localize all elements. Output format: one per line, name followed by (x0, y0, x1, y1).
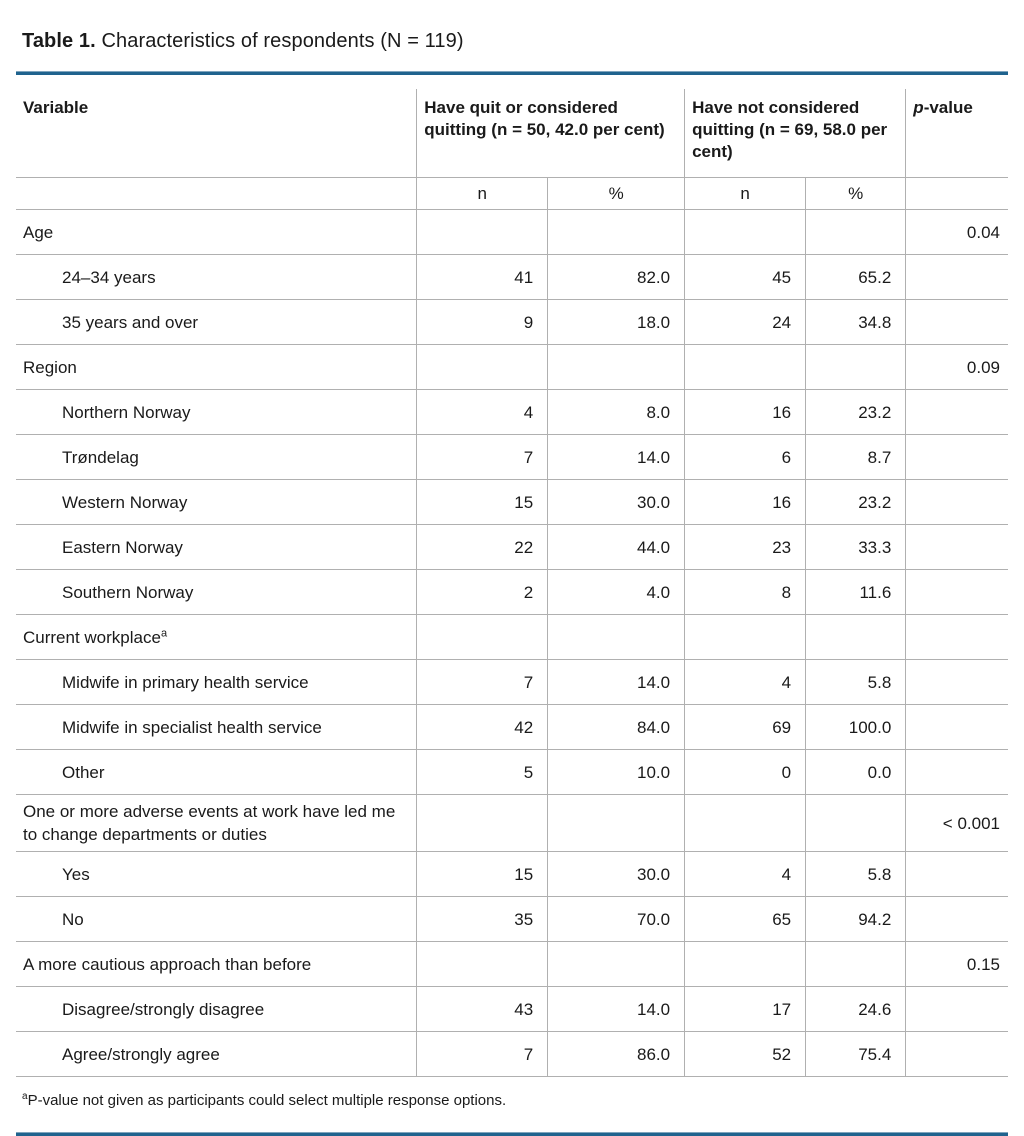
cell-pvalue (906, 750, 1008, 795)
cell-n-quit: 7 (417, 660, 548, 705)
cell-n-quit: 4 (417, 390, 548, 435)
row-label (16, 345, 417, 390)
cell-n-not-quit: 45 (685, 255, 806, 300)
cell-n-not-quit (685, 345, 806, 390)
cell-n-not-quit: 24 (685, 300, 806, 345)
cell-pct-not-quit (806, 942, 906, 987)
cell-n-not-quit: 52 (685, 1032, 806, 1077)
row-label (16, 390, 417, 435)
row-label-text: Other (62, 762, 105, 782)
cell-pvalue (906, 987, 1008, 1032)
cell-n-quit: 5 (417, 750, 548, 795)
cell-pvalue (906, 852, 1008, 897)
cell-n-not-quit: 69 (685, 705, 806, 750)
cell-pvalue (906, 570, 1008, 615)
bottom-rule (16, 1132, 1008, 1136)
table-row (16, 897, 1008, 942)
row-label (16, 570, 417, 615)
top-rule (16, 71, 1008, 75)
table-row (16, 1032, 1008, 1077)
header-group-not-quit: Have not considered quitting (n = 69, 58.0 per cent) (685, 89, 906, 178)
row-label (16, 852, 417, 897)
header-group-quit: Have quit or considered quitting (n = 50, 42.0 per cent) (417, 89, 685, 178)
cell-pct-quit: 30.0 (548, 480, 685, 525)
table-row (16, 852, 1008, 897)
header-pvalue (906, 89, 1008, 178)
subheader-pct-not-quit: % (806, 178, 906, 210)
table-head (16, 89, 1008, 210)
cell-n-not-quit: 16 (685, 390, 806, 435)
cell-pct-not-quit (806, 795, 906, 852)
cell-pvalue (906, 897, 1008, 942)
row-label-text: No (62, 909, 84, 929)
row-label (16, 1032, 417, 1077)
row-label-text: A more cautious approach than before (23, 954, 312, 974)
table-body (16, 210, 1008, 1077)
row-label-text: 35 years and over (62, 312, 199, 332)
row-label (16, 525, 417, 570)
cell-pvalue (906, 660, 1008, 705)
subheader-row (16, 178, 1008, 210)
table-row (16, 705, 1008, 750)
cell-n-not-quit: 23 (685, 525, 806, 570)
cell-pct-not-quit: 33.3 (806, 525, 906, 570)
cell-pct-quit: 30.0 (548, 852, 685, 897)
cell-n-not-quit (685, 795, 806, 852)
cell-pvalue: 0.04 (906, 210, 1008, 255)
cell-pvalue (906, 300, 1008, 345)
cell-n-quit: 42 (417, 705, 548, 750)
subheader-pvalue-blank (906, 178, 1008, 210)
table-title-text: Characteristics of respondents (N = 119) (95, 30, 464, 52)
row-label-text: Midwife in primary health service (62, 672, 309, 692)
subheader-n-quit: n (417, 178, 548, 210)
subheader-pct-quit: % (548, 178, 685, 210)
row-label (16, 897, 417, 942)
cell-n-quit: 43 (417, 987, 548, 1032)
subheader-n-not-quit: n (685, 178, 806, 210)
cell-n-not-quit: 17 (685, 987, 806, 1032)
table-row (16, 345, 1008, 390)
row-label (16, 480, 417, 525)
cell-pct-quit: 84.0 (548, 705, 685, 750)
cell-pct-not-quit: 23.2 (806, 480, 906, 525)
cell-pct-quit: 82.0 (548, 255, 685, 300)
row-label-superscript: a (160, 626, 168, 639)
cell-n-quit (417, 210, 548, 255)
row-label-text: Trøndelag (62, 447, 139, 467)
cell-n-not-quit (685, 942, 806, 987)
table-row (16, 525, 1008, 570)
cell-n-not-quit: 4 (685, 852, 806, 897)
row-label-text: Current workplace (23, 627, 161, 647)
row-label (16, 615, 417, 660)
cell-pct-quit (548, 345, 685, 390)
cell-n-not-quit (685, 210, 806, 255)
cell-n-not-quit: 16 (685, 480, 806, 525)
cell-n-quit: 7 (417, 435, 548, 480)
row-label-text: Northern Norway (62, 402, 191, 422)
cell-pct-quit: 4.0 (548, 570, 685, 615)
header-pvalue-rest: -value (923, 98, 973, 117)
table-row (16, 987, 1008, 1032)
cell-pct-not-quit (806, 615, 906, 660)
cell-n-not-quit (685, 615, 806, 660)
row-label-text: Midwife in specialist health service (62, 717, 322, 737)
table-row (16, 942, 1008, 987)
cell-pvalue (906, 480, 1008, 525)
cell-pct-quit (548, 942, 685, 987)
header-pvalue-p: p (913, 98, 924, 117)
cell-n-quit: 41 (417, 255, 548, 300)
row-label-text: One or more adverse events at work have led me to change departments or duties (23, 802, 396, 844)
cell-pct-quit: 14.0 (548, 435, 685, 480)
row-label-text: Eastern Norway (62, 537, 183, 557)
row-label-text: 24–34 years (62, 267, 156, 287)
table-row (16, 300, 1008, 345)
footnote-superscript: a (22, 1091, 28, 1102)
cell-pct-quit: 14.0 (548, 660, 685, 705)
row-label (16, 705, 417, 750)
cell-pvalue (906, 390, 1008, 435)
table-row (16, 570, 1008, 615)
cell-pvalue (906, 705, 1008, 750)
cell-n-quit: 7 (417, 1032, 548, 1077)
cell-n-quit (417, 345, 548, 390)
row-label-text: Age (23, 222, 54, 242)
cell-pct-not-quit: 100.0 (806, 705, 906, 750)
cell-n-quit (417, 942, 548, 987)
row-label (16, 210, 417, 255)
table-row (16, 615, 1008, 660)
cell-pct-not-quit: 23.2 (806, 390, 906, 435)
table-row (16, 210, 1008, 255)
cell-pct-quit (548, 615, 685, 660)
cell-n-not-quit: 4 (685, 660, 806, 705)
table-row (16, 750, 1008, 795)
cell-pct-not-quit: 94.2 (806, 897, 906, 942)
cell-pct-not-quit: 5.8 (806, 660, 906, 705)
cell-pct-not-quit (806, 210, 906, 255)
cell-n-quit: 2 (417, 570, 548, 615)
cell-pvalue (906, 435, 1008, 480)
cell-n-quit: 15 (417, 480, 548, 525)
group-header-row (16, 89, 1008, 178)
table-title-label: Table 1. (22, 30, 96, 52)
cell-pct-quit (548, 795, 685, 852)
table-row (16, 255, 1008, 300)
table-row (16, 390, 1008, 435)
cell-pvalue (906, 615, 1008, 660)
cell-pvalue: 0.15 (906, 942, 1008, 987)
cell-pct-quit: 8.0 (548, 390, 685, 435)
subheader-blank (16, 178, 417, 210)
row-label (16, 255, 417, 300)
cell-pct-quit: 70.0 (548, 897, 685, 942)
characteristics-table (16, 89, 1008, 1077)
table-row (16, 435, 1008, 480)
cell-pct-not-quit: 75.4 (806, 1032, 906, 1077)
cell-n-quit: 9 (417, 300, 548, 345)
cell-pct-quit: 44.0 (548, 525, 685, 570)
cell-n-not-quit: 8 (685, 570, 806, 615)
cell-pct-quit: 10.0 (548, 750, 685, 795)
table-row (16, 795, 1008, 852)
row-label-text: Yes (62, 864, 90, 884)
cell-n-quit (417, 615, 548, 660)
cell-pct-not-quit: 65.2 (806, 255, 906, 300)
row-label (16, 660, 417, 705)
cell-n-not-quit: 6 (685, 435, 806, 480)
row-label (16, 795, 417, 852)
cell-pct-quit: 86.0 (548, 1032, 685, 1077)
row-label (16, 942, 417, 987)
table-footnote (22, 1087, 1008, 1110)
cell-pvalue (906, 1032, 1008, 1077)
cell-pct-not-quit: 0.0 (806, 750, 906, 795)
cell-pct-not-quit (806, 345, 906, 390)
cell-n-quit (417, 795, 548, 852)
row-label-text: Region (23, 357, 77, 377)
cell-pct-not-quit: 8.7 (806, 435, 906, 480)
cell-n-quit: 15 (417, 852, 548, 897)
cell-pct-not-quit: 24.6 (806, 987, 906, 1032)
footnote-text: P-value not given as participants could select multiple response options. (27, 1092, 507, 1109)
row-label (16, 750, 417, 795)
cell-pct-not-quit: 34.8 (806, 300, 906, 345)
row-label (16, 435, 417, 480)
header-variable: Variable (16, 89, 417, 178)
cell-pvalue (906, 255, 1008, 300)
table-title (22, 30, 1008, 53)
cell-n-quit: 22 (417, 525, 548, 570)
cell-pvalue (906, 525, 1008, 570)
table-row (16, 660, 1008, 705)
cell-pct-quit (548, 210, 685, 255)
row-label-text: Western Norway (62, 492, 188, 512)
row-label-text: Southern Norway (62, 582, 194, 602)
row-label (16, 987, 417, 1032)
cell-pct-quit: 18.0 (548, 300, 685, 345)
cell-n-not-quit: 0 (685, 750, 806, 795)
cell-n-quit: 35 (417, 897, 548, 942)
row-label-text: Disagree/strongly disagree (62, 999, 265, 1019)
row-label-text: Agree/strongly agree (62, 1044, 220, 1064)
table-row (16, 480, 1008, 525)
cell-pct-not-quit: 5.8 (806, 852, 906, 897)
cell-n-not-quit: 65 (685, 897, 806, 942)
row-label (16, 300, 417, 345)
cell-pct-not-quit: 11.6 (806, 570, 906, 615)
cell-pvalue: 0.09 (906, 345, 1008, 390)
cell-pvalue: < 0.001 (906, 795, 1008, 852)
cell-pct-quit: 14.0 (548, 987, 685, 1032)
